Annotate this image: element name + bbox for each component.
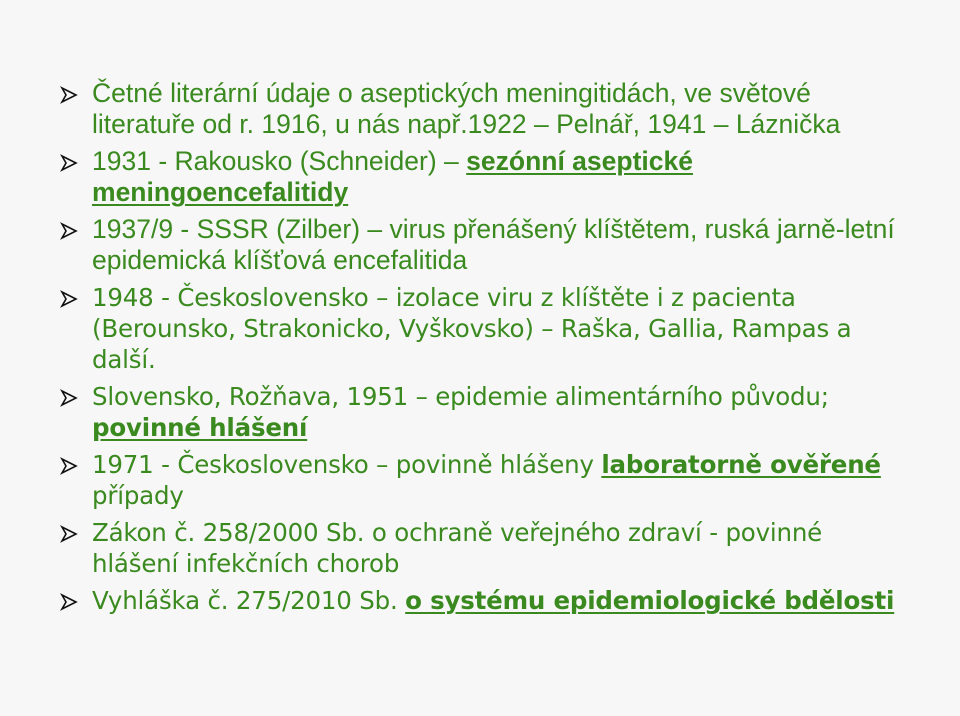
arrowhead-bullet-icon <box>60 290 78 308</box>
bullet-text <box>92 78 840 139</box>
emphasized-text: o systému epidemiologické bdělosti <box>405 586 895 615</box>
text-segment: 1931 - Rakousko (Schneider) – <box>92 146 467 176</box>
text-segment: 1971 - Československo – povinně hlášeny <box>92 450 602 479</box>
arrowhead-bullet-icon <box>60 457 78 475</box>
arrowhead-bullet-icon <box>60 525 78 543</box>
bullet-item <box>60 381 910 443</box>
text-segment: 1948 - Československo – izolace viru z klíštěte i z pacienta (Berounsko, Strakonicko, Vyškovsko) – Raška, Gallia, Rampas a další. <box>92 283 852 374</box>
emphasized-text: povinné hlášení <box>92 413 308 442</box>
text-segment: Vyhláška č. 275/2010 Sb. <box>92 586 406 615</box>
bullet-item <box>60 214 910 276</box>
bullet-text <box>92 382 829 442</box>
bullet-item <box>60 517 910 579</box>
bullet-item <box>60 585 910 616</box>
arrowhead-bullet-icon <box>60 593 78 611</box>
arrowhead-bullet-icon <box>60 86 78 104</box>
bullet-text <box>92 518 822 578</box>
bullet-text <box>92 214 895 275</box>
arrowhead-bullet-icon <box>60 222 78 240</box>
bullet-text <box>92 146 693 207</box>
bullet-item <box>60 282 910 375</box>
bullet-list <box>60 78 910 622</box>
bullet-text <box>92 283 851 374</box>
bullet-text <box>92 450 881 510</box>
bullet-item <box>60 449 910 511</box>
bullet-item <box>60 146 910 208</box>
text-segment: Slovensko, Rožňava, 1951 – epidemie alimentárního původu; <box>92 382 829 411</box>
text-segment: 1937/9 - SSSR (Zilber) – virus přenášený klíštětem, ruská jarně-letní epidemická klíšťová encefalitida <box>92 214 895 275</box>
text-segment: případy <box>92 481 184 510</box>
text-segment: Zákon č. 258/2000 Sb. o ochraně veřejného zdraví - povinné hlášení infekčních chorob <box>92 518 823 578</box>
arrowhead-bullet-icon <box>60 389 78 407</box>
emphasized-text: sezónní aseptické meningoencefalitidy <box>92 146 693 207</box>
bullet-item <box>60 78 910 140</box>
arrowhead-bullet-icon <box>60 154 78 172</box>
text-segment: Četné literární údaje o aseptických meningitidách, ve světové literatuře od r. 1916, u nás např.1922 – Pelnář, 1941 – Láznička <box>92 78 841 139</box>
emphasized-text: laboratorně ověřené <box>601 450 881 479</box>
bullet-text <box>92 586 894 615</box>
